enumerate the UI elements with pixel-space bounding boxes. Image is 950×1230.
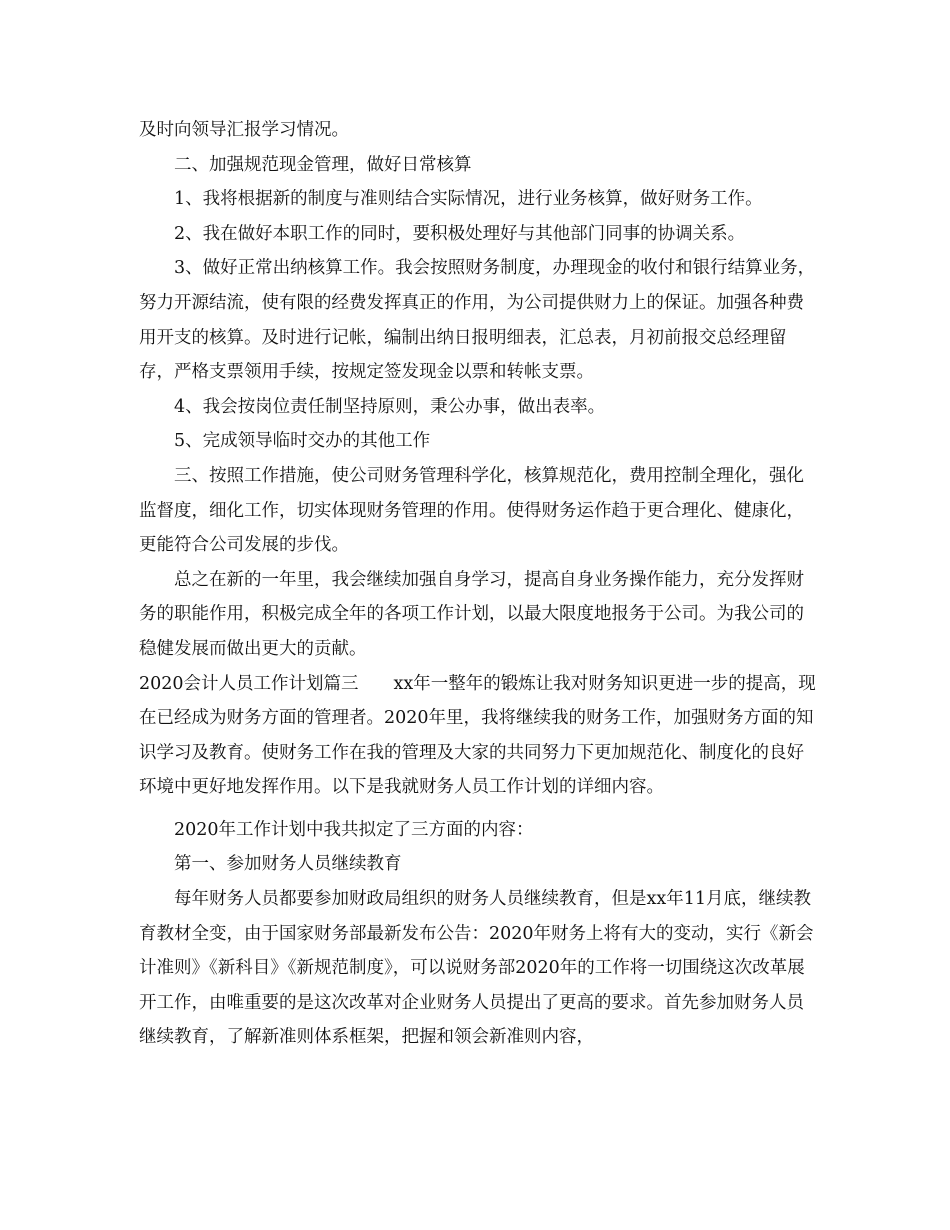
paragraph: 总之在新的一年里，我会继续加强自身学习，提高自身业务操作能力，充分发挥财务的职能作用，积极完成全年的各项工作计划，以最大限度地报务于公司。为我公司的稳健发展而做出更大的贡献。: [139, 569, 804, 659]
document-body: [139, 113, 819, 1055]
list-item: 3、做好正常出纳核算工作。我会按照财务制度，办理现金的收付和银行结算业务，努力开源结流，使有限的经费发挥真正的作用，为公司提供财力上的保证。加强各种费用开支的核算。及时进行记帐，编制出纳日报明细表，汇总表，月初前报交总经理留存，严格支票领用手续，按规定签发现金以票和转帐支票。: [139, 258, 816, 383]
section-heading: 三、按照工作措施，使公司财务管理科学化，核算规范化，费用控制全理化，强化监督度，细化工作，切实体现财务管理的作用。使得财务运作趋于更合理化、健康化，更能符合公司发展的步伐。: [139, 465, 804, 556]
list-item: 1、我将根据新的制度与准则结合实际情况，进行业务核算，做好财务工作。: [174, 189, 763, 210]
article-heading-paragraph: 2020会计人员工作计划篇三 xx年一整年的锻炼让我对财务知识更进一步的提高，现在已经成为财务方面的管理者。2020年里，我将继续我的财务工作，加强财务方面的知识学习及教育。使财务工作在我的管理及大家的共同努力下更加规范化、制度化的良好环境中更好地发挥作用。以下是我就财务人员工作计划的详细内容。: [139, 673, 816, 798]
section-heading: 第一、参加财务人员继续教育: [174, 854, 402, 875]
list-item: 2、我在做好本职工作的同时，要积极处理好与其他部门同事的协调关系。: [174, 223, 746, 244]
section-heading: 二、加强规范现金管理，做好日常核算: [174, 154, 472, 175]
list-item: 5、完成领导临时交办的其他工作: [174, 431, 431, 452]
paragraph: 及时向领导汇报学习情况。: [139, 120, 349, 140]
paragraph-gap: [139, 805, 819, 813]
paragraph: 2020年工作计划中我共拟定了三方面的内容：: [174, 819, 534, 840]
paragraph: 每年财务人员都要参加财政局组织的财务人员继续教育，但是xx年11月底，继续教育教材全变，由于国家财务部最新发布公告：2020年财务上将有大的变动，实行《新会计准则》《新科目》《新规范制度》，可以说财务部2020年的工作将一切围绕这次改革展开工作，由唯重要的是这次改革对企业财务人员提出了更高的要求。首先参加财务人员继续教育，了解新准则体系框架，把握和领会新准则内容，: [139, 889, 814, 1048]
list-item: 4、我会按岗位责任制坚持原则，秉公办事，做出表率。: [174, 396, 606, 417]
